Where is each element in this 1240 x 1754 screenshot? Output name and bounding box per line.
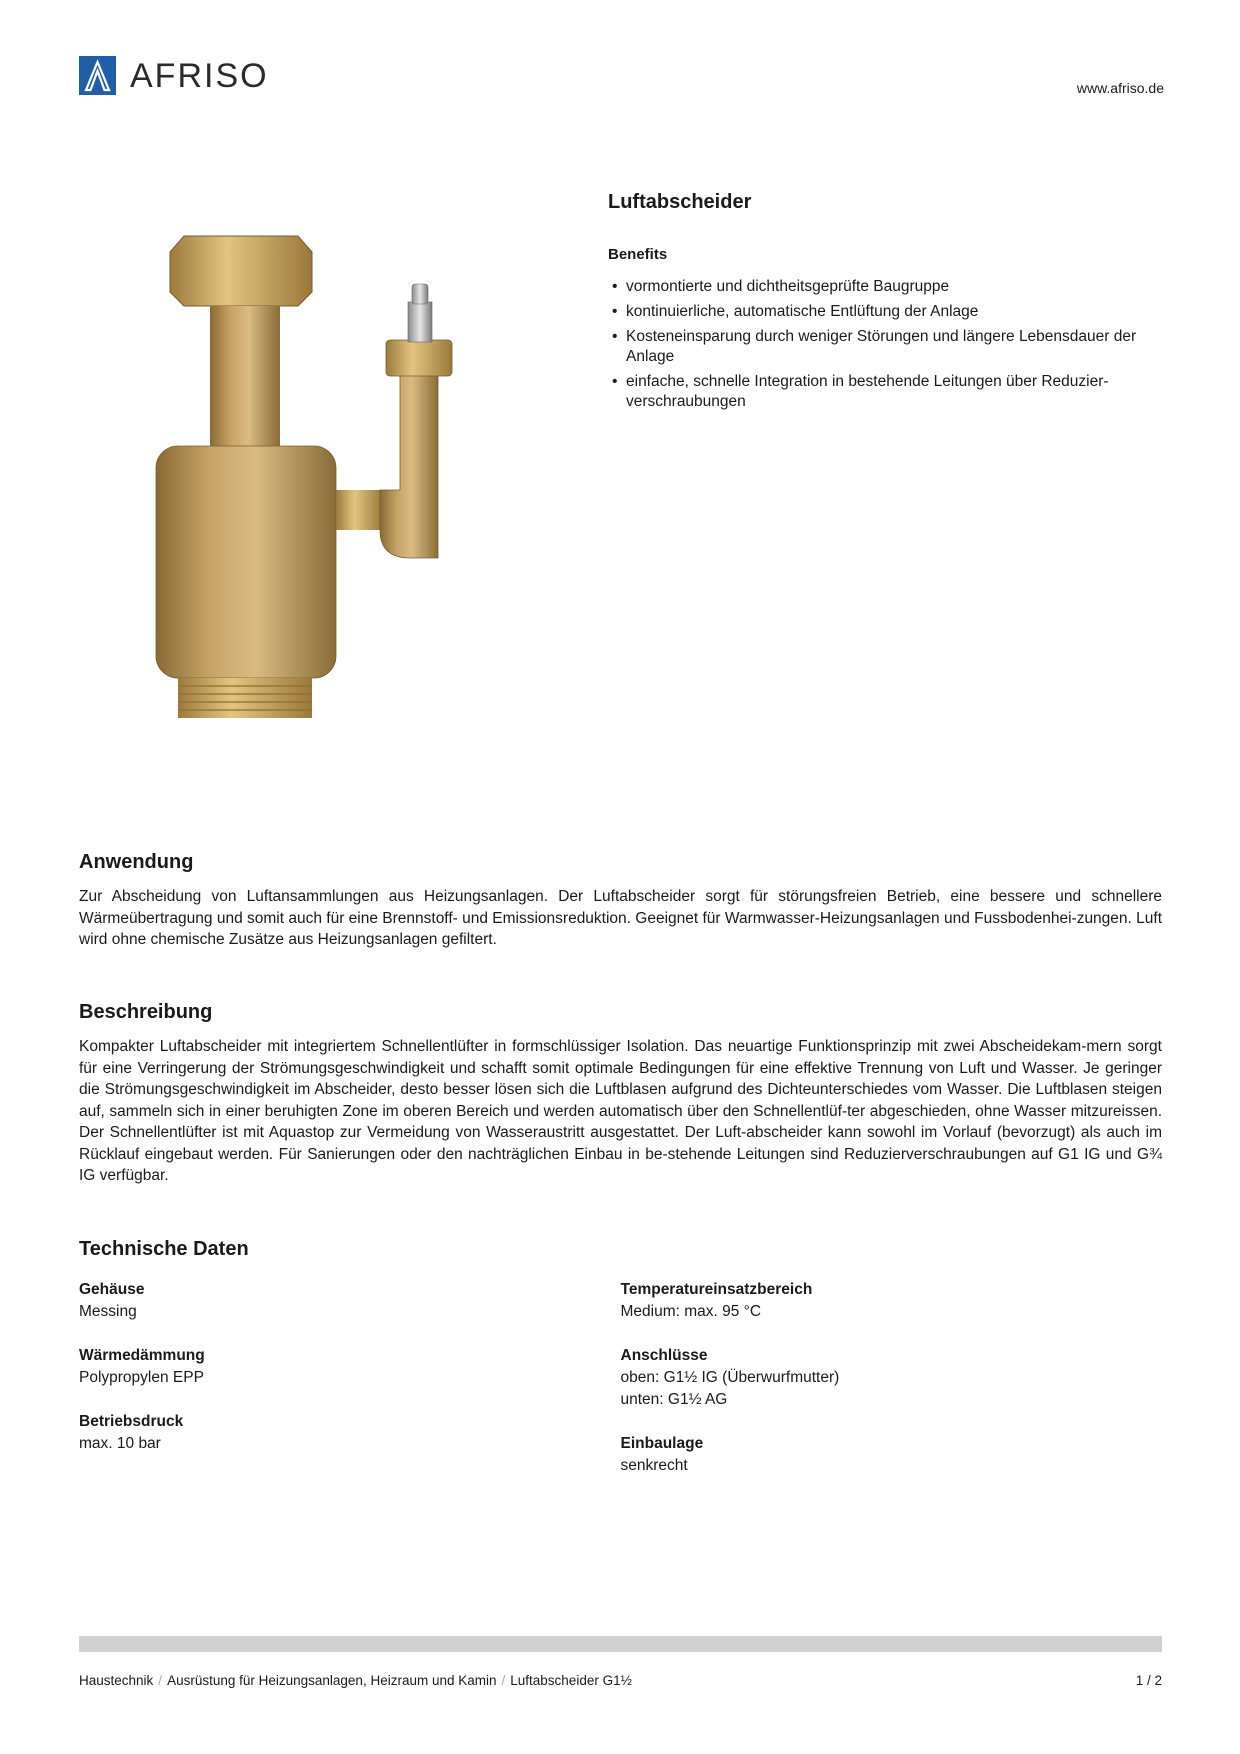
tech-item — [79, 1345, 621, 1389]
section-beschreibung — [79, 1001, 1162, 1187]
tech-item — [621, 1345, 1163, 1411]
tech-data-grid — [79, 1279, 1162, 1499]
breadcrumb-separator: / — [501, 1673, 506, 1688]
tech-label: Temperatureinsatzbereich — [620, 1281, 813, 1298]
footer-divider-bar — [79, 1636, 1162, 1652]
benefit-item: • kontinuierliche, automatische Entlüftung der Anlage — [612, 302, 1167, 322]
breadcrumb-item[interactable]: Ausrüstung für Heizungsanlagen, Heizraum und Kamin — [167, 1673, 497, 1688]
tech-item — [621, 1433, 1163, 1477]
tech-item — [621, 1279, 1163, 1323]
tech-value: Messing — [79, 1303, 137, 1320]
section-heading: Anwendung — [79, 851, 194, 873]
tech-value: oben: G1½ IG (Überwurfmutter) — [620, 1369, 840, 1386]
tech-item — [79, 1411, 621, 1455]
section-text: Kompakter Luftabscheider mit integriertem Schnellentlüfter in formschlüssiger Isolation. Das neuartige Funktionsprinzip mit zwei Abscheidekam-mern sorgt für eine Verringerung der Strömungsgeschwindigkeit und schafft somit optimale Bedingungen für eine effektive Trennung von Luft und Wasser. Je geringer die Strömungsgeschwindigkeit im Abscheider, desto besser lösen sich die Luftblasen aufgrund des Dichteunterschiedes vom Wasser. Die Luftblasen steigen auf, sammeln sich in einer beruhigten Zone im oberen Bereich und werden automatisch über den Schnellentlüf-ter abgeschieden, ohne Wasser mitzureissen. Der Schnellentlüfter ist mit Aquastop zur Vermeidung von Wasseraustritt ausgestattet. Der Luft-abscheider kann sowohl im Vorlauf (bevorzugt) als auch im Rücklauf eingebaut werden. Für Sanierungen oder den nachträglichen Einbau in be-stehende Leitungen sind Reduzierverschraubungen auf G1 IG und G¾ IG verfügbar. — [79, 1038, 1162, 1184]
benefits-list — [612, 277, 1167, 417]
tech-label: Einbaulage — [620, 1435, 704, 1452]
tech-label: Anschlüsse — [620, 1347, 708, 1364]
benefit-item: • Kosteneinsparung durch weniger Störungen und längere Lebensdauer der Anlage — [612, 327, 1167, 367]
section-heading: Technische Daten — [79, 1238, 249, 1260]
brand-name: AFRISO — [130, 56, 269, 95]
tech-label: Wärmedämmung — [79, 1347, 205, 1364]
section-anwendung — [79, 851, 1162, 951]
tech-value: unten: G1½ AG — [620, 1391, 728, 1408]
tech-value: Polypropylen EPP — [79, 1369, 204, 1386]
page-number: 1 / 2 — [1135, 1673, 1162, 1688]
tech-column-left — [79, 1279, 621, 1499]
website-url: www.afriso.de — [1076, 80, 1164, 96]
breadcrumb — [79, 1673, 632, 1688]
product-title: Luftabscheider — [608, 191, 752, 213]
tech-item — [79, 1279, 621, 1323]
afriso-logo-icon — [79, 56, 116, 95]
benefit-item: • vormontierte und dichtheitsgeprüfte Baugruppe — [612, 277, 1167, 297]
benefits-heading: Benefits — [608, 246, 668, 263]
tech-column-right — [621, 1279, 1163, 1499]
afriso-logo — [79, 56, 269, 95]
tech-label: Gehäuse — [79, 1281, 145, 1298]
tech-label: Betriebsdruck — [79, 1413, 184, 1430]
footer — [79, 1673, 1162, 1688]
section-technische-daten — [79, 1238, 1162, 1273]
breadcrumb-item[interactable]: Haustechnik — [79, 1673, 154, 1688]
breadcrumb-separator: / — [158, 1673, 163, 1688]
benefit-item: • einfache, schnelle Integration in bestehende Leitungen über Reduzier-verschraubungen — [612, 372, 1167, 412]
breadcrumb-item[interactable]: Luftabscheider G1½ — [510, 1673, 632, 1688]
product-photo-air-separator — [148, 228, 528, 748]
tech-value: Medium: max. 95 °C — [620, 1303, 762, 1320]
section-text: Zur Abscheidung von Luftansammlungen aus Heizungsanlagen. Der Luftabscheider sorgt für störungsfreien Betrieb, eine bessere und schnellere Wärmeübertragung und somit auch für eine Brennstoff- und Emissionsreduktion. Geeignet für Warmwasser-Heizungsanlagen und Fussbodenhei-zungen. Luft wird ohne chemische Zusätze aus Heizungsanlagen gefiltert. — [79, 888, 1163, 948]
section-heading: Beschreibung — [79, 1001, 213, 1023]
tech-value: senkrecht — [620, 1457, 688, 1474]
tech-value: max. 10 bar — [79, 1435, 161, 1452]
